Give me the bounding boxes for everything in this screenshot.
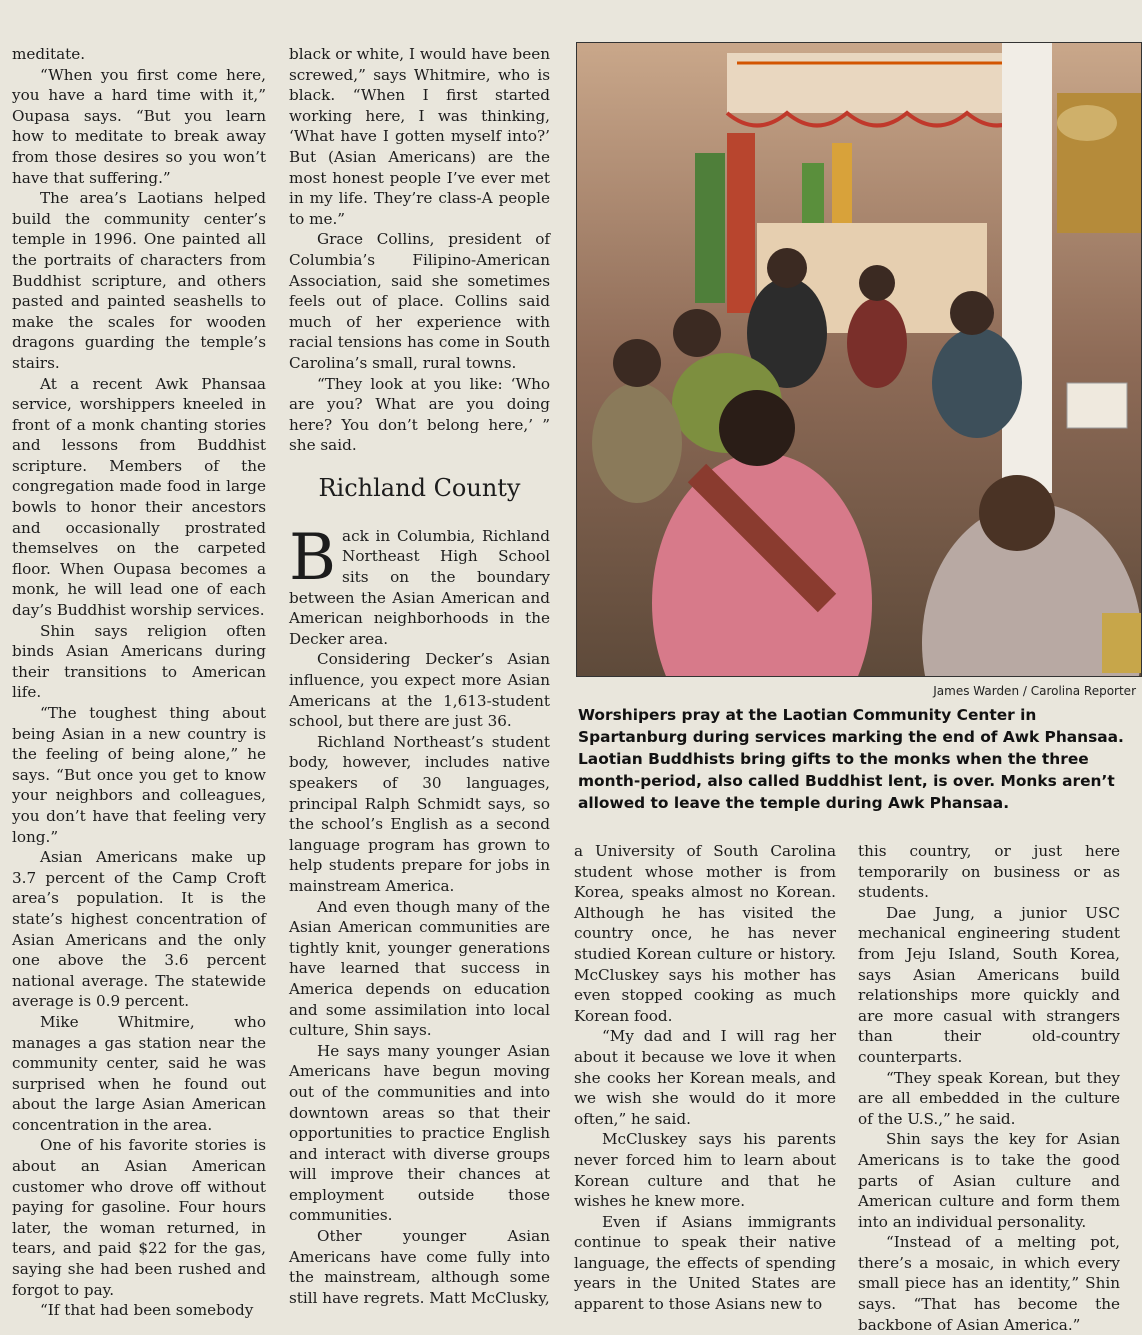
paragraph: Shin says religion often binds Asian Americans during their transitions to American life. bbox=[12, 621, 266, 702]
article-column-3 bbox=[574, 841, 836, 1315]
lead-paragraph bbox=[289, 520, 550, 650]
paragraph: Considering Decker’s Asian influence, you expect more Asian Americans at the 1,613-student school, but there are just 36. bbox=[289, 650, 550, 731]
temple-worship-photo bbox=[576, 42, 1142, 677]
paragraph: “When you first come here, you have a hard time with it,” Oupasa says. “But you learn how to meditate to break away from those desires so you won’t have that suffering.” bbox=[12, 65, 266, 187]
paragraph: “If that had been somebody bbox=[40, 1301, 254, 1320]
paragraph: At a recent Awk Phansaa service, worshippers kneeled in front of a monk chanting stories and lessons from Buddhist scripture. Members of the congregation made food in large bowls to honor their ancestors and occasionally prostrated themselves on the carpeted floor. When Oupasa becomes a monk, he will lead one of each day’s Buddhist worship services. bbox=[12, 374, 266, 620]
photo-illustration bbox=[577, 43, 1141, 676]
paragraph: “My dad and I will rag her about it because we love it when she cooks her Korean meals, and we wish she would do it more often,” he said. bbox=[574, 1027, 836, 1128]
paragraph: this country, or just here temporarily on business or as students. bbox=[858, 842, 1120, 902]
paragraph: black or white, I would have been screwed,” says Whitmire, who is black. “When I first started working here, I was thinking, ‘What have I gotten myself into?’ But (Asian Americans) are the most honest people I’ve ever met in my life. They’re class-A people to me.” bbox=[289, 45, 550, 228]
paragraph: “Instead of a melting pot, there’s a mosaic, in which every small piece has an identity,” Shin says. “That has become the backbone of Asian America.” bbox=[858, 1233, 1120, 1334]
paragraph: Shin says the key for Asian Americans is to take the good parts of Asian culture and American culture and form them into an individual personality. bbox=[858, 1130, 1120, 1231]
paragraph: And even though many of the Asian American communities are tightly knit, younger generations have learned that success in America depends on education and some assimilation into local culture, Shin says. bbox=[289, 897, 550, 1040]
photo-credit: James Warden / Carolina Reporter bbox=[933, 684, 1136, 698]
section-subhead: Richland County bbox=[318, 473, 521, 502]
drop-cap: B bbox=[289, 520, 337, 595]
paragraph: He says many younger Asian Americans have begun moving out of the communities and into downtown areas so that their opportunities to practice English and interact with diverse groups will improve their chances at employment outside those communities. bbox=[289, 1041, 550, 1225]
paragraph: One of his favorite stories is about an Asian American customer who drove off without paying for gasoline. Four hours later, the woman returned, in tears, and paid $22 for the gas, saying she had been rushed and forgot to pay. bbox=[12, 1136, 266, 1299]
paragraph: McCluskey says his parents never forced him to learn about Korean culture and that he wishes he knew more. bbox=[574, 1130, 836, 1211]
paragraph: Asian Americans make up 3.7 percent of the Camp Croft area’s population. It is the state’s highest concentration of Asian Americans and the only one above the 3.6 percent national average. The statewide average is 0.9 percent. bbox=[12, 848, 266, 1011]
paragraph: Richland Northeast’s student body, however, includes native speakers of 30 languages, principal Ralph Schmidt says, so the school’s English as a second language program has grown to help students prepare for jobs in mainstream America. bbox=[289, 732, 550, 895]
paragraph: Even if Asians immigrants continue to speak their native language, the effects of spending years in the United States are apparent to those Asians new to bbox=[574, 1212, 836, 1314]
paragraph: Grace Collins, president of Columbia’s Filipino-American Association, said she sometimes feels out of place. Collins said much of her experience with racial tensions has come in South Carolina’s small, rural towns. bbox=[289, 230, 550, 372]
paragraph: Dae Jung, a junior USC mechanical engineering student from Jeju Island, South Korea, says Asian Americans build relationships more quickly and are more casual with strangers than their old-country counterparts. bbox=[858, 903, 1120, 1066]
paragraph: meditate. bbox=[12, 45, 86, 63]
photo-caption: Worshipers pray at the Laotian Community Center in Spartanburg during services marking the end of Awk Phansaa. Laotian Buddhists bring gifts to the monks when the three month-period, also called Buddhist lent, is over. Monks aren’t allowed to leave the temple during Awk Phansaa. bbox=[578, 706, 1124, 812]
paragraph: “The toughest thing about being Asian in a new country is the feeling of being alone,” he says. “But once you get to know your neighbors and colleagues, you don’t have that feeling very long.” bbox=[12, 704, 266, 846]
article-column-4 bbox=[858, 841, 1120, 1335]
paragraph: “They speak Korean, but they are all embedded in the culture of the U.S.,” he said. bbox=[858, 1068, 1120, 1128]
paragraph: a University of South Carolina student whose mother is from Korea, speaks almost no Korean. Although he has visited the country once, he has never studied Korean culture or history. McCluskey says his mother has even stopped cooking as much Korean food. bbox=[574, 842, 836, 1025]
paragraph: Other younger Asian Americans have come fully into the mainstream, although some still have regrets. Matt McClusky, bbox=[289, 1227, 550, 1307]
article-column-1 bbox=[12, 44, 266, 1321]
paragraph: Mike Whitmire, who manages a gas station near the community center, said he was surprised when he found out about the large Asian American concentration in the area. bbox=[12, 1012, 266, 1134]
paragraph: “They look at you like: ‘Who are you? What are you doing here? You don’t belong here,’ ” she said. bbox=[289, 374, 550, 455]
lead-text: ack in Columbia, Richland Northeast High School sits on the boundary between the Asian American and American neighborhoods in the Decker area. bbox=[289, 526, 550, 648]
paragraph: The area’s Laotians helped build the community center’s temple in 1996. One painted all the portraits of characters from Buddhist scripture, and others pasted and painted seashells to make the scales for wooden dragons guarding the temple’s stairs. bbox=[12, 189, 266, 372]
article-column-2 bbox=[289, 44, 550, 1308]
